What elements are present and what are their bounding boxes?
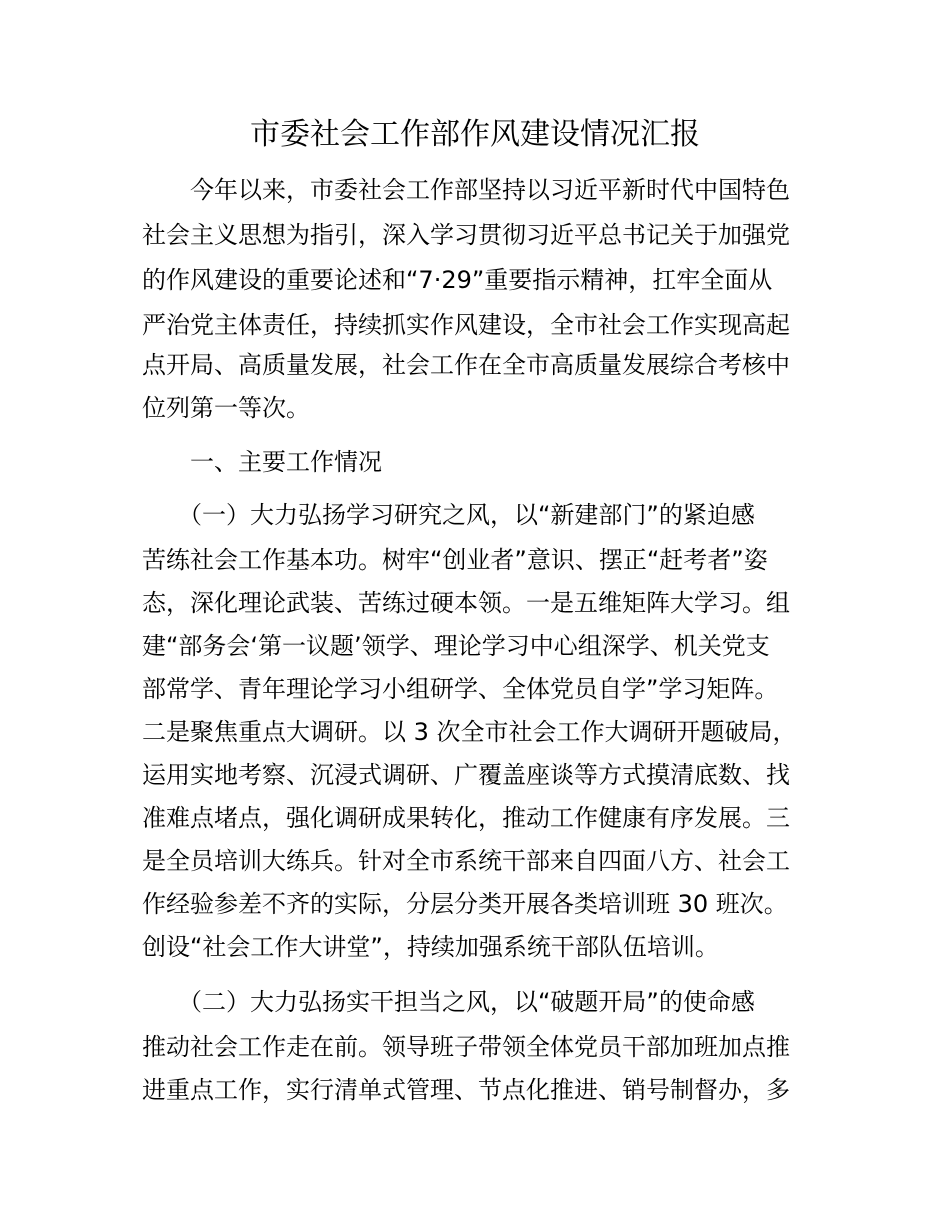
paragraph-line: 位列第一等次。 xyxy=(142,394,310,422)
paragraph-line: 苦练社会工作基本功。树牢“创业者”意识、摆正“赶考者”姿 xyxy=(142,546,768,574)
paragraph-line: 点开局、高质量发展，社会工作在全市高质量发展综合考核中 xyxy=(142,351,790,379)
paragraph-line: 严治党主体责任，持续抓实作风建设，全市社会工作实现高起 xyxy=(142,311,790,339)
paragraph-line: 进重点工作，实行清单式管理、节点化推进、销号制督办，多 xyxy=(142,1076,790,1104)
paragraph-line: 建“部务会‘第一议题’领学、理论学习中心组深学、机关党支 xyxy=(142,632,770,660)
paragraph-line: 部常学、青年理论学习小组研学、全体党员自学”学习矩阵。 xyxy=(142,675,779,703)
paragraph-line: 运用实地考察、沉浸式调研、广覆盖座谈等方式摸清底数、找 xyxy=(142,761,790,789)
document-title: 市委社会工作部作风建设情况汇报 xyxy=(250,117,700,152)
paragraph-line: 二是聚焦重点大调研。以 3 次全市社会工作大调研开题破局， xyxy=(142,718,797,746)
paragraph-line: （一）大力弘扬学习研究之风，以“新建部门”的紧迫感 xyxy=(178,501,755,529)
section-heading: 一、主要工作情况 xyxy=(190,448,382,476)
paragraph-line: 社会主义思想为指引，深入学习贯彻习近平总书记关于加强党 xyxy=(142,221,790,249)
paragraph-line: 创设“社会工作大讲堂”，持续加强系统干部队伍培训。 xyxy=(142,933,719,961)
paragraph-line: 是全员培训大练兵。针对全市系统干部来自四面八方、社会工 xyxy=(142,847,790,875)
paragraph-line: 的作风建设的重要论述和“7·29”重要指示精神，扛牢全面从 xyxy=(142,266,773,294)
paragraph-line: 今年以来，市委社会工作部坚持以习近平新时代中国特色 xyxy=(190,176,790,204)
paragraph-line: 作经验参差不齐的实际，分层分类开展各类培训班 30 班次。 xyxy=(142,890,788,918)
paragraph-line: （二）大力弘扬实干担当之风，以“破题开局”的使命感 xyxy=(178,988,755,1016)
paragraph-line: 态，深化理论武装、苦练过硬本领。一是五维矩阵大学习。组 xyxy=(142,589,790,617)
paragraph-line: 准难点堵点，强化调研成果转化，推动工作健康有序发展。三 xyxy=(142,804,790,832)
paragraph-line: 推动社会工作走在前。领导班子带领全体党员干部加班加点推 xyxy=(142,1033,790,1061)
